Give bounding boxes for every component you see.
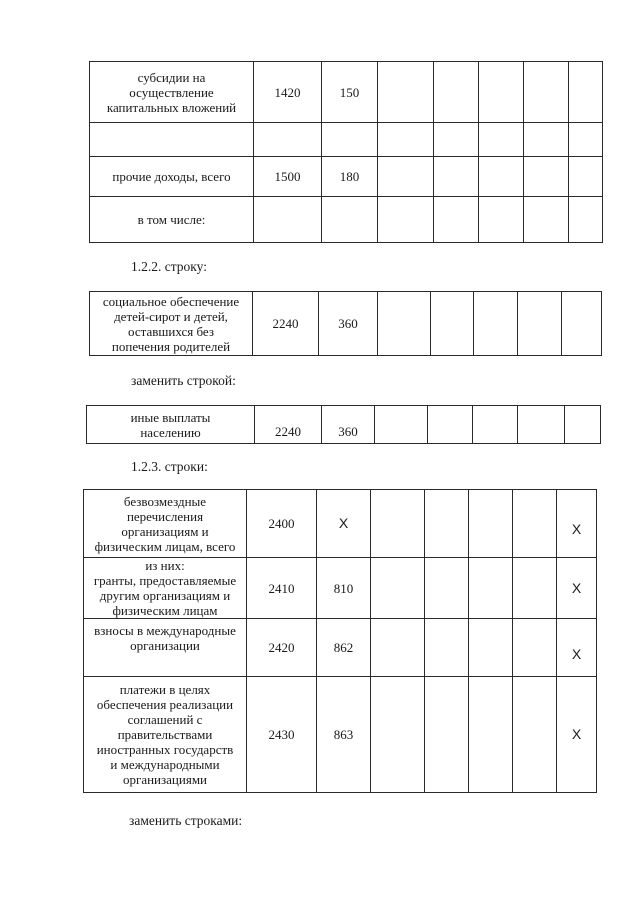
table-cell <box>569 157 603 197</box>
table-row <box>84 677 597 793</box>
table-cell <box>479 157 524 197</box>
row-code: 2420 <box>247 619 317 677</box>
table-cell <box>378 62 434 123</box>
row-kosgu: 862 <box>317 619 371 677</box>
table-new-row <box>86 405 601 444</box>
row-kosgu: 360 <box>319 292 378 356</box>
table-cell <box>569 123 603 157</box>
row-name: субсидии на осуществление капитальных вложений <box>90 62 254 123</box>
table-cell <box>474 292 518 356</box>
table-cell <box>431 292 474 356</box>
row-kosgu <box>322 197 378 243</box>
table-cell <box>371 619 425 677</box>
row-kosgu: 150 <box>322 62 378 123</box>
table-cell <box>425 490 469 558</box>
row-kosgu: 863 <box>317 677 371 793</box>
table-cell <box>378 157 434 197</box>
table-cell <box>524 157 569 197</box>
table-cell <box>469 558 513 619</box>
row-name: прочие доходы, всего <box>90 157 254 197</box>
row-code: 1500 <box>254 157 322 197</box>
table-cell <box>375 406 428 444</box>
table-cell <box>524 62 569 123</box>
row-code: 2400 <box>247 490 317 558</box>
row-code: 2410 <box>247 558 317 619</box>
row-code: 1420 <box>254 62 322 123</box>
table-cell <box>378 197 434 243</box>
table-row <box>90 157 603 197</box>
table-row <box>84 558 597 619</box>
row-code: 2240 <box>253 292 319 356</box>
table-cell <box>425 619 469 677</box>
table-row <box>90 292 602 356</box>
table-cell <box>513 677 557 793</box>
table-cell <box>565 406 601 444</box>
table-cell <box>371 558 425 619</box>
table-row <box>90 197 603 243</box>
table-cell <box>524 123 569 157</box>
table-cell: X <box>557 558 597 619</box>
table-cell <box>479 123 524 157</box>
table-cell <box>518 406 565 444</box>
row-name: безвозмездные перечисления организациям и физическим лицам, всего <box>84 490 247 558</box>
table-cell <box>524 197 569 243</box>
table-cell: X <box>557 677 597 793</box>
table-cell <box>371 490 425 558</box>
table-cell <box>428 406 473 444</box>
table-cell <box>434 157 479 197</box>
table-row <box>90 123 603 157</box>
row-code <box>254 123 322 157</box>
table-cell <box>425 677 469 793</box>
table-cell <box>569 197 603 243</box>
row-kosgu: X <box>317 490 371 558</box>
table-cell <box>513 619 557 677</box>
caption-replace-with-row: заменить строкой: <box>131 373 236 388</box>
caption-row-1-2-2: 1.2.2. строку: <box>131 259 207 274</box>
row-code <box>254 197 322 243</box>
row-kosgu <box>322 123 378 157</box>
table-cell <box>513 558 557 619</box>
caption-replace-with-rows: заменить строками: <box>129 813 243 828</box>
table-cell <box>378 123 434 157</box>
table-cell <box>469 490 513 558</box>
row-name: из них: гранты, предоставляемые другим организациям и физическим лицам <box>84 558 247 619</box>
row-name: взносы в международные организации <box>84 619 247 677</box>
table-cell <box>569 62 603 123</box>
row-code: 2430 <box>247 677 317 793</box>
row-name: платежи в целях обеспечения реализации соглашений с правительствами иностранных государств и международными организациями <box>84 677 247 793</box>
row-name: иные выплаты населению <box>87 406 255 444</box>
table-cell <box>434 62 479 123</box>
table-cell <box>425 558 469 619</box>
table-cell <box>473 406 518 444</box>
row-kosgu: 360 <box>322 406 375 444</box>
table-cell <box>479 197 524 243</box>
table-cell <box>469 677 513 793</box>
table-cell <box>434 123 479 157</box>
table-cell <box>518 292 562 356</box>
table-cell <box>371 677 425 793</box>
table-cell <box>479 62 524 123</box>
table-cell <box>469 619 513 677</box>
table-row <box>84 490 597 558</box>
row-kosgu: 810 <box>317 558 371 619</box>
row-name: в том числе: <box>90 197 254 243</box>
table-transfers <box>83 489 597 793</box>
row-kosgu: 180 <box>322 157 378 197</box>
table-cell <box>378 292 431 356</box>
table-cell <box>562 292 602 356</box>
table-cell <box>513 490 557 558</box>
table-row <box>84 619 597 677</box>
table-income <box>89 61 603 243</box>
table-row <box>87 406 601 444</box>
row-name <box>90 123 254 157</box>
table-row <box>90 62 603 123</box>
row-name: социальное обеспечение детей-сирот и детей, оставшихся без попечения родителей <box>90 292 253 356</box>
caption-rows-1-2-3: 1.2.3. строки: <box>131 459 208 474</box>
table-old-row <box>89 291 602 356</box>
table-cell <box>434 197 479 243</box>
row-code: 2240 <box>255 406 322 444</box>
table-cell: X <box>557 490 597 558</box>
table-cell: X <box>557 619 597 677</box>
